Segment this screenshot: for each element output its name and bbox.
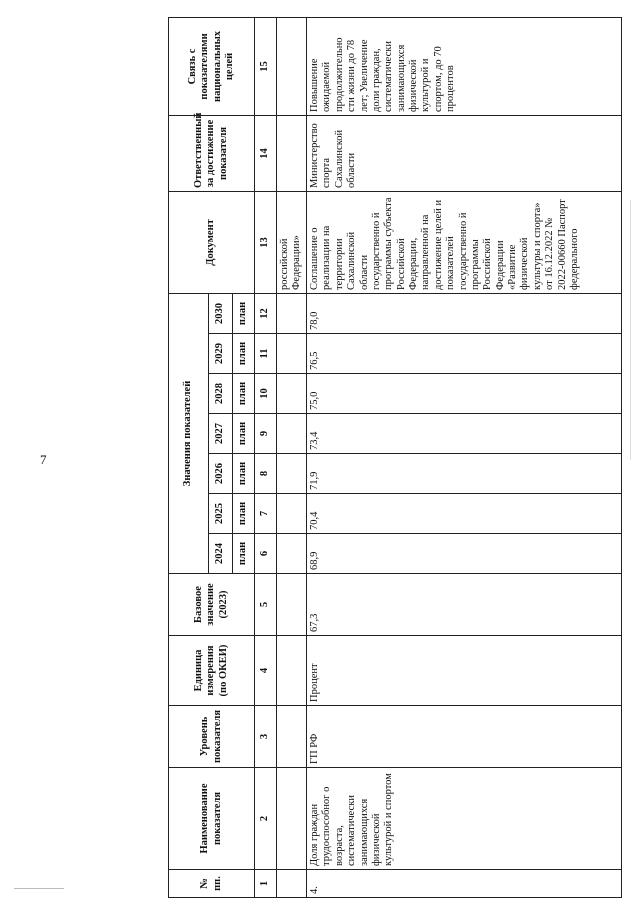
plan-label: план [233,334,255,374]
column-number: 11 [255,334,277,374]
row-responsible: Министерство спорта Сахалинской области [307,115,622,191]
row-link: Повышение ожидаемой продолжительно сти жизни до 78 лет; Увеличение доли граждан, систематически занимающихся физической культурой и спортом, до 70 процентов [307,17,622,115]
continuation-document-cell: российской Федерации» [277,191,307,293]
year-2028: 2028 [209,374,233,414]
column-number: 4 [255,636,277,706]
column-number: 9 [255,414,277,454]
table-row-continuation [277,17,307,897]
column-number: 12 [255,293,277,333]
header-no: № пп. [169,870,255,898]
year-2025: 2025 [209,494,233,534]
header-level: Уровень показателя [169,706,255,768]
column-number: 15 [255,17,277,115]
header-base: Базовое значение (2023) [169,574,255,636]
plan-label: план [233,293,255,333]
value-2029: 76,5 [307,334,622,374]
header-unit: Единица измерения (по ОКЕИ) [169,636,255,706]
page-number: 7 [40,452,47,467]
scan-artifact-line [14,888,64,889]
year-2029: 2029 [209,334,233,374]
column-number: 10 [255,374,277,414]
indicators-table [168,17,622,898]
value-2025: 70,4 [307,494,622,534]
value-2024: 68,9 [307,534,622,574]
row-name: Доля граждан трудоспособног о возраста, систематически занимающихся физической культурой и спортом [307,768,622,870]
column-number: 5 [255,574,277,636]
rotated-table-wrapper [168,18,622,898]
plan-label: план [233,534,255,574]
plan-label: план [233,414,255,454]
row-document: Соглашение о реализации на территории Сахалинской области государственно й программы субъекта Российской Федерации, направленной на достижение целей и показателей государственно й программы Российской Федерации «Развитие физической культуры и спорта» от 16.12.2022 № 2022-00660 Паспорт федерального [307,191,622,293]
column-number: 1 [255,870,277,898]
value-2030: 78,0 [307,293,622,333]
year-2030: 2030 [209,293,233,333]
column-number: 8 [255,454,277,494]
header-responsible: Ответственный за достижение показателя [169,115,255,191]
scan-artifact-line [630,200,631,460]
column-number: 6 [255,534,277,574]
value-2027: 73,4 [307,414,622,454]
row-base: 67,3 [307,574,622,636]
year-2027: 2027 [209,414,233,454]
column-number: 2 [255,768,277,870]
plan-label: план [233,454,255,494]
column-number: 7 [255,494,277,534]
plan-label: план [233,374,255,414]
row-no: 4. [307,870,622,898]
header-link: Связь с показателями национальных целей [169,17,255,115]
table-row [307,17,622,897]
header-values: Значения показателей [169,293,209,573]
header-document: Документ [169,191,255,293]
row-level: ГП РФ [307,706,622,768]
header-name: Наименование показателя [169,768,255,870]
row-unit: Процент [307,636,622,706]
column-number: 3 [255,706,277,768]
rotated-table [168,18,622,898]
column-number: 14 [255,115,277,191]
value-2028: 75,0 [307,374,622,414]
plan-label: план [233,494,255,534]
value-2026: 71,9 [307,454,622,494]
year-2026: 2026 [209,454,233,494]
column-number: 13 [255,191,277,293]
year-2024: 2024 [209,534,233,574]
